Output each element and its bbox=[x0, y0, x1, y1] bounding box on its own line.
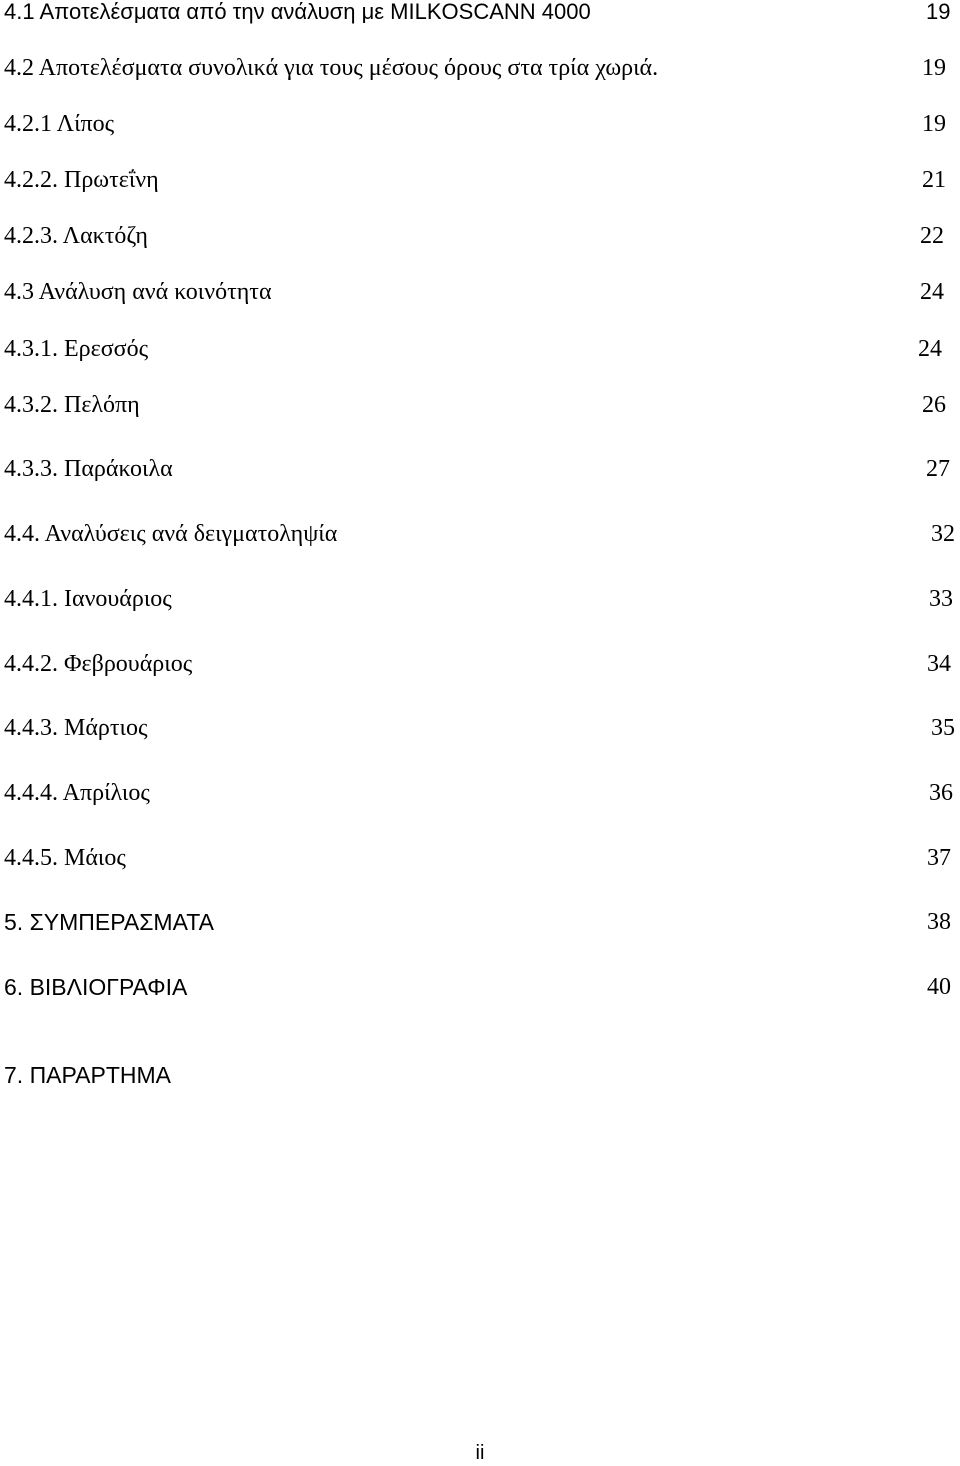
toc-entry-page: 38 bbox=[927, 909, 951, 935]
toc-entry-page: 32 bbox=[931, 521, 955, 547]
toc-entry-page: 40 bbox=[927, 974, 951, 1000]
toc-entry-title: 4.2.2. Πρωτεΐνη bbox=[4, 167, 159, 193]
toc-entry-title: 4.2.3. Λακτόζη bbox=[4, 223, 148, 249]
toc-entry bbox=[0, 1060, 960, 1094]
toc-entry-title: 6. ΒΙΒΛΙΟΓΡΑΦΙΑ bbox=[4, 974, 188, 1000]
toc-entry-page: 35 bbox=[931, 715, 955, 741]
toc-entry bbox=[0, 165, 960, 199]
toc-entry bbox=[0, 0, 960, 31]
toc-entry-page: 37 bbox=[927, 845, 951, 871]
toc-entry-page: 34 bbox=[927, 651, 951, 677]
toc-entry-page: 24 bbox=[920, 279, 944, 305]
toc-entry-title: 4.4.2. Φεβρουάριος bbox=[4, 651, 193, 677]
toc-entry bbox=[0, 972, 960, 1006]
toc-entry-title: 4.4.1. Ιανουάριος bbox=[4, 586, 172, 612]
toc-entry-page: 19 bbox=[922, 111, 946, 137]
toc-entry-page: 26 bbox=[922, 392, 946, 418]
toc-entry-page: 21 bbox=[922, 167, 946, 193]
toc-entry-title: 4.4.5. Μάιος bbox=[4, 845, 126, 871]
toc-entry bbox=[0, 584, 960, 618]
toc-entry bbox=[0, 277, 960, 311]
toc-entry-title: 4.3 Ανάλυση ανά κοινότητα bbox=[4, 279, 272, 305]
page-number: ii bbox=[475, 1442, 485, 1464]
toc-entry bbox=[0, 843, 960, 877]
toc-entry-title: 4.4.3. Μάρτιος bbox=[4, 715, 148, 741]
toc-entry-page: 36 bbox=[929, 780, 953, 806]
toc-entry-page: 19 bbox=[922, 55, 946, 81]
toc-entry-title: 4.3.3. Παράκοιλα bbox=[4, 456, 173, 482]
toc-entry bbox=[0, 713, 960, 747]
toc-entry bbox=[0, 221, 960, 255]
toc-entry-title: 4.1 Αποτελέσματα από την ανάλυση με MILKOSCANN 4000 bbox=[4, 0, 591, 24]
toc-entry-page: 27 bbox=[926, 456, 950, 482]
toc-entry bbox=[0, 109, 960, 143]
toc-entry bbox=[0, 649, 960, 683]
toc-entry-title: 4.4. Αναλύσεις ανά δειγματοληψία bbox=[4, 521, 338, 547]
toc-entry-title: 4.3.1. Ερεσσός bbox=[4, 336, 149, 362]
toc-entry-title: 5. ΣΥΜΠΕΡΑΣΜΑΤΑ bbox=[4, 909, 214, 935]
toc-entry bbox=[0, 519, 960, 553]
toc-entry bbox=[0, 53, 960, 87]
toc-entry-page: 33 bbox=[929, 586, 953, 612]
toc-entry bbox=[0, 454, 960, 488]
toc-entry-title: 7. ΠΑΡΑΡΤΗΜΑ bbox=[4, 1062, 171, 1088]
toc-entry-page: 24 bbox=[918, 336, 942, 362]
toc-entry-title: 4.2.1 Λίπος bbox=[4, 111, 115, 137]
toc-entry bbox=[0, 907, 960, 941]
toc-entry bbox=[0, 390, 960, 424]
toc-entry-page: 19 bbox=[926, 0, 951, 24]
toc-entry-page: 22 bbox=[920, 223, 944, 249]
toc-entry bbox=[0, 778, 960, 812]
toc-entry-title: 4.3.2. Πελόπη bbox=[4, 392, 140, 418]
toc-entry-title: 4.2 Αποτελέσματα συνολικά για τους μέσους όρους στα τρία χωριά. bbox=[4, 55, 659, 81]
toc-entry-title: 4.4.4. Απρίλιος bbox=[4, 780, 150, 806]
toc-entry bbox=[0, 334, 960, 368]
